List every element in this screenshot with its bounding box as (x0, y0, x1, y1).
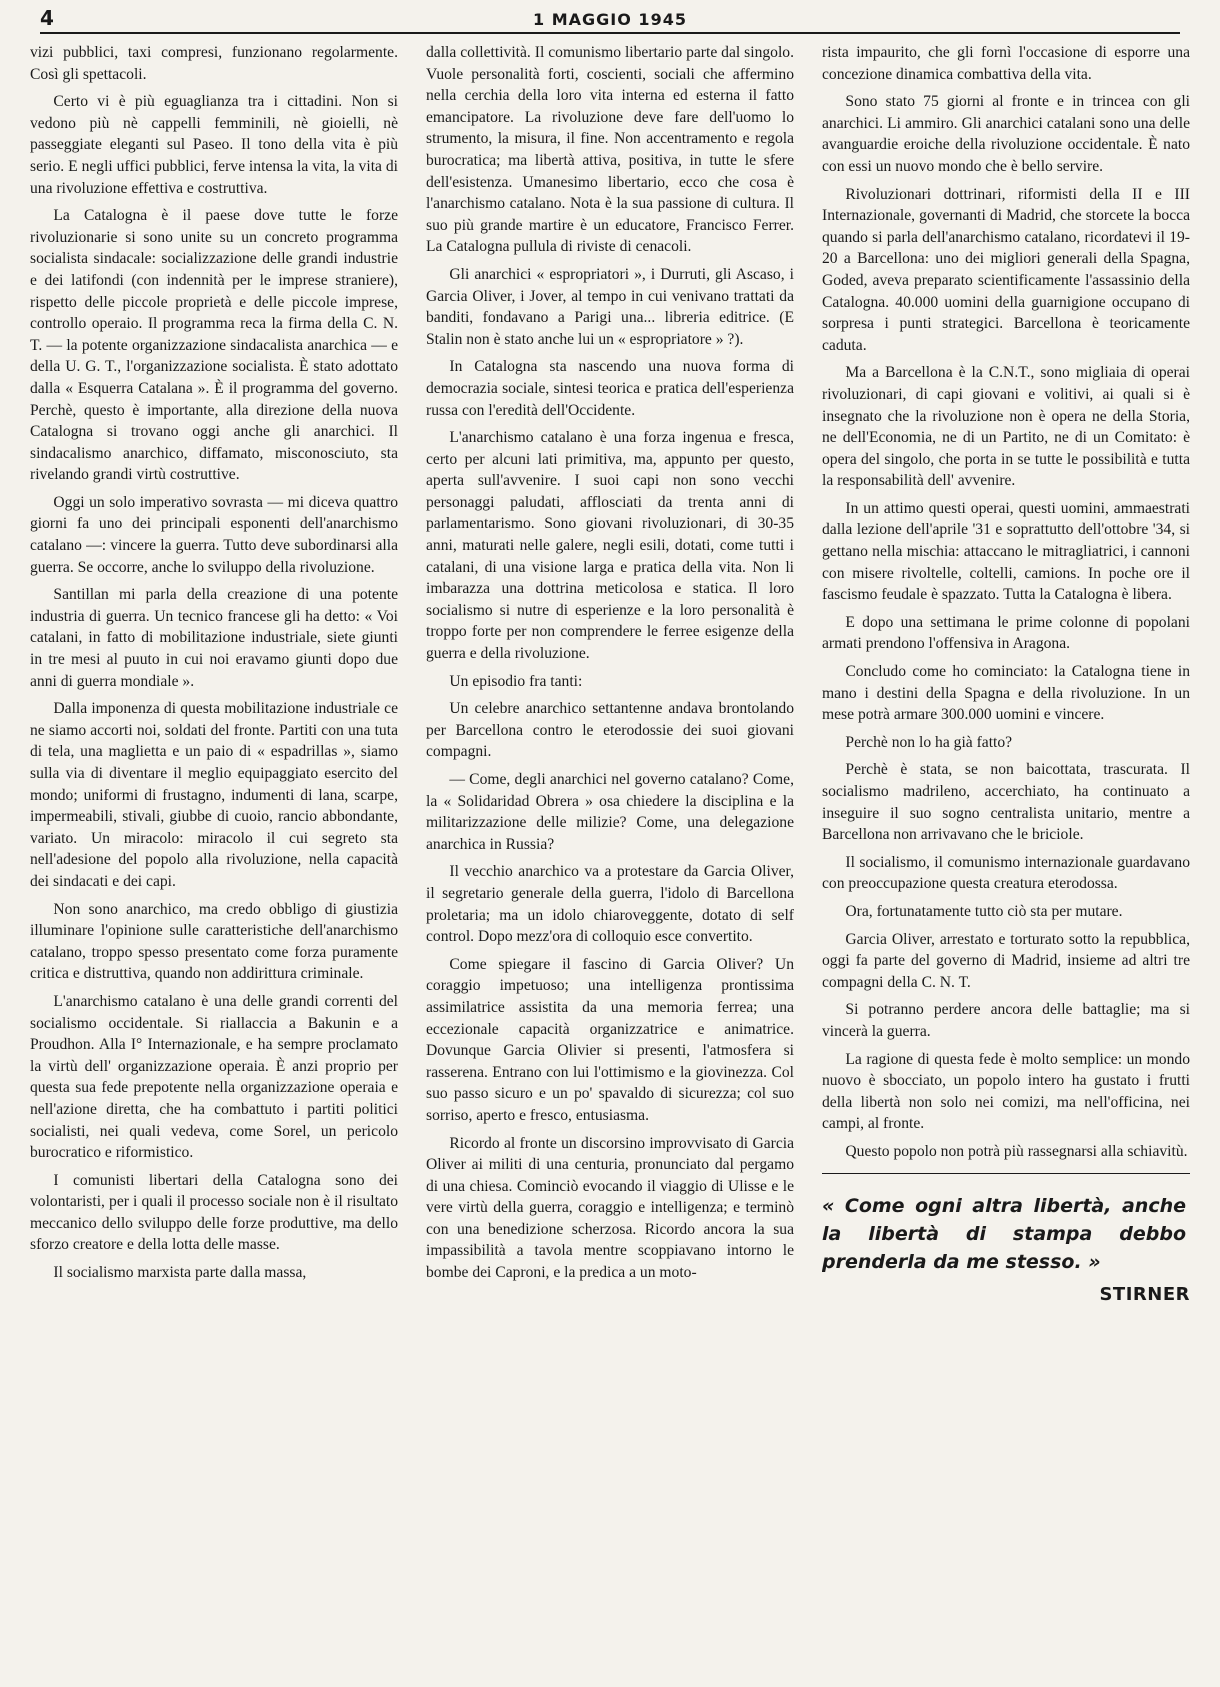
paragraph: Non sono anarchico, ma credo obbligo di giustizia illuminare l'opinione sulle caratteristiche dell'anarchismo catalano, troppo spesso presentato come forza puramente critica e distruttiva, quando non addirittura criminale. (30, 900, 398, 983)
paragraph: Oggi un solo imperativo sovrasta — mi diceva quattro giorni fa uno dei principali esponenti dell'anarchismo catalano —: vincere la guerra. Tutto deve subordinarsi alla guerra. Se occorre, anche lo sviluppo della rivoluzione. (30, 493, 398, 576)
paragraph: E dopo una settimana le prime colonne di popolani armati prendono l'offensiva in Aragona. (822, 613, 1190, 653)
paragraph: L'anarchismo catalano è una delle grandi correnti del socialismo occidentale. Si riallaccia a Bakunin e a Proudhon. Alla I° Internazionale, e ha sempre proclamato la virtù dell' organizzazione operaia. È anzi proprio per questa sua fede prepotente nella organizzazione operaia e nell'azione diretta, che ha combattuto i partiti politici socialisti, nei quali vedeva, come Sorel, un pericolo burocratico e riformistico. (30, 992, 398, 1162)
page-header (40, 6, 1180, 34)
paragraph: Rivoluzionari dottrinari, riformisti della II e III Internazionale, governanti di Madrid, che storcete la bocca quando si parla dell'anarchismo catalano, ricordatevi il 19-20 a Barcellona: uno dei migliori generali della Spagna, Goded, aveva preparato scientificamente l'assassinio della Catalogna. 40.000 uomini della guarnigione occupano di sorpresa i punti strategici. Barcellona è teoricamente caduta. (822, 185, 1190, 354)
paragraph: I comunisti libertari della Catalogna sono dei volontaristi, per i quali il processo sociale non è il risultato meccanico dello sviluppo delle forze produttive, ma dello sforzo creatore e della lotta delle masse. (30, 1171, 398, 1254)
paragraph: Come spiegare il fascino di Garcia Oliver? Un coraggio impetuoso; una intelligenza prontissima assimilatrice assistita da una memoria ferrea; una eccezionale capacità organizzatrice e animatrice. Dovunque Garcia Olivier si presenti, l'atmosfera si rasserena. Entrano con lui l'ottimismo e la giovinezza. Col suo passo sicuro e un po' spavaldo di sicurezza; col suo sorriso, aperto e fresco, entusiasma. (426, 955, 794, 1124)
paragraph: Il socialismo marxista parte dalla massa, (53, 1264, 307, 1282)
paragraph: rista impaurito, che gli fornì l'occasione di esporre una concezione dinamica combattiva della vita. (822, 44, 1190, 83)
paragraph: Perchè è stata, se non baicottata, trascurata. Il socialismo madrileno, accerchiato, ha continuato a inseguire il suo sogno centralista unitario, mentre a Barcellona non arrivavano che le briciole. (822, 761, 1190, 844)
paragraph: Gli anarchici « espropriatori », i Durruti, gli Ascaso, i Garcia Oliver, i Jover, al tempo in cui venivano trattati da banditi, fondavano a Parigi una... libreria editrice. (E Stalin non è stato anche lui un « espropriatore » ?). (426, 265, 794, 348)
paragraph: Garcia Oliver, arrestato e torturato sotto la repubblica, oggi fa parte del governo di Madrid, insieme ad altri tre compagni della C. N. T. (822, 930, 1190, 991)
article-columns (30, 42, 1192, 1672)
header-rule (40, 32, 1180, 34)
paragraph: La ragione di questa fede è molto semplice: un mondo nuovo è sbocciato, un popolo intero ha gustato i frutti della libertà non solo nei comizi, ma nell'officina, nei campi, al fronte. (822, 1050, 1190, 1133)
paragraph: In un attimo questi operai, questi uomini, ammaestrati dalla lezione dell'aprile '31 e soprattutto dell'ottobre '34, si gettano nella mischia: attaccano le mitragliatrici, i cannoni con misere rivoltelle, coltelli, camions. In poche ore il fascismo feudale è spazzato. Tutta la Catalogna è libera. (822, 499, 1190, 604)
stirner-quote: « Come ogni altra libertà, anche la libertà di stampa debbo prenderla da me stesso. » (822, 1194, 1186, 1273)
paragraph: Ricordo al fronte un discorsino improvvisato di Garcia Oliver ai militi di una centuria, pronunciato dal pergamo di una chiesa. Cominciò evocando il viaggio di Ulisse e le vere virtù della guerra, coraggio e intelligenza; e terminò con una benedizione scherzosa. Ricordo ancora la sua impassibilità a tavola mentre scoppiavano intorno le bombe dei Caproni, e la predica a un moto- (426, 1134, 794, 1282)
column-3 (822, 42, 1190, 1672)
paragraph: — Come, degli anarchici nel governo catalano? Come, la « Solidaridad Obrera » osa chiedere la disciplina e la militarizzazione delle milizie? Come, una delegazione anarchica in Russia? (426, 771, 794, 853)
paragraph: L'anarchismo catalano è una forza ingenua e fresca, certo per alcuni lati primitiva, ma, appunto per questo, aperta sull'avvenire. I suoi capi non sono vecchi personaggi paludati, afflosciati da trenta anni di parlamentarismo. Sono giovani rivoluzionari, di 30-35 anni, maturati nelle galere, negli esili, dotati, come tutti i catalani, di una visione larga e pratica della vita. Non li imbarazza una dottrina meticolosa e statica. Il loro socialismo si nutre di esperienze e la loro personalità è troppo forte per non comprendere le ferree esigenze della guerra e della rivoluzione. (426, 429, 794, 663)
page-number: 4 (40, 6, 54, 30)
paragraph: Perchè non lo ha già fatto? (845, 733, 1013, 751)
paragraph: Questo popolo non potrà più rassegnarsi alla schiavitù. (845, 1142, 1188, 1160)
paragraph: In Catalogna sta nascendo una nuova forma di democrazia sociale, sintesi teorica e pratica dell'esperienza russa con l'eredità dell'Occidente. (426, 358, 794, 419)
paragraph: dalla collettività. Il comunismo libertario parte dal singolo. Vuole personalità forti, coscienti, sociali che affermino nella cerchia della loro vita interna ed esterna il fatto emancipatore. La rivoluzione deve fare dell'uomo lo strumento, la misura, il fine. Non accentramento e regola burocratica; ma libertà attiva, positiva, in tutte le sfere dell'esistenza. Umanesimo libertario, ecco che cosa è l'anarchismo catalano. Nota è la sua passione di cultura. Il suo più grande martire è un educatore, Francisco Ferrer. La Catalogna pullula di riviste di cenacoli. (426, 44, 794, 256)
paragraph: Il socialismo, il comunismo internazionale guardavano con preoccupazione questa creatura eterodossa. (822, 853, 1190, 893)
paragraph: Santillan mi parla della creazione di una potente industria di guerra. Un tecnico francese gli ha detto: « Voi catalani, in fatto di mobilitazione industriale, siete giunti in tre mesi al puuto in cui noi eravamo giunti dopo due anni di guerra mondiale ». (30, 586, 398, 690)
paragraph: Sono stato 75 giorni al fronte e in trincea con gli anarchici. Li ammiro. Gli anarchici catalani sono una delle avanguardie eroiche della rivoluzione occidentale. È nato con essi un nuovo mondo che è bello servire. (822, 93, 1190, 175)
paragraph: Un episodio fra tanti: (449, 672, 583, 690)
quote-signature: STIRNER (1099, 1283, 1190, 1305)
paragraph: Si potranno perdere ancora delle battaglie; ma si vincerà la guerra. (822, 1001, 1190, 1040)
column-2 (426, 42, 794, 1672)
paragraph: Il vecchio anarchico va a protestare da Garcia Oliver, il segretario generale della guerra, l'idolo di Barcellona proletaria; ma un idolo chiaroveggente, dotato di self control. Dopo mezz'ora di colloquio esce convertito. (426, 863, 794, 946)
paragraph: Ma a Barcellona è la C.N.T., sono migliaia di operai rivoluzionari, di capi giovani e volitivi, ai quali si è insegnato che la rivoluzione non è opera ne della Storia, ne dell'Economia, ne di un Partito, ne di un Comitato: è opera del singolo, che porta in se tutte le possibilità e tutta la responsabilità dell' avvenire. (822, 364, 1190, 490)
paragraph: vizi pubblici, taxi compresi, funzionano regolarmente. Così gli spettacoli. (30, 44, 398, 83)
article-end-rule (822, 1173, 1190, 1174)
paragraph: Dalla imponenza di questa mobilitazione industriale ce ne siamo accorti noi, soldati del fronte. Partiti con una tuta di tela, una maglietta e un paio di « espadrillas », siamo sulla via di diventare il meglio equipaggiato esercito del mondo; uniformi di frustagno, indumenti di lana, scarpe, impermeabili, stivali, giubbe di cuoio, rancio abbondante, variato. Un miracolo: miracolo il cui segreto sta nell'adesione del popolo alla rivoluzione, nella capacità dei sindacati e dei capi. (30, 700, 398, 890)
paragraph: Ora, fortunatamente tutto ciò sta per mutare. (845, 902, 1123, 920)
paragraph: Concludo come ho cominciato: la Catalogna tiene in mano i destini della Spagna e della rivoluzione. In un mese potrà armare 300.000 uomini e vincere. (822, 663, 1190, 724)
column-1 (30, 42, 398, 1672)
issue-date: 1 MAGGIO 1945 (533, 10, 687, 29)
paragraph: Un celebre anarchico settantenne andava brontolando per Barcellona contro le eterodossie dei suoi giovani compagni. (426, 700, 794, 761)
paragraph: La Catalogna è il paese dove tutte le forze rivoluzionarie si sono unite su un concreto programma socialista sindacale: socializzazione delle grandi industrie e dei latifondi (con indennità per le imprese straniere), rispetto delle piccole proprietà e delle piccole imprese, controllo operaio. Il programma reca la firma della C. N. T. — la potente organizzazione sindacalista anarchica — e della U. G. T., l'organizzazione socialista. È stato adottato dalla « Esquerra Catalana ». È il programma del governo. Perchè, questo è importante, alla direzione della nuova Catalogna si trovano oggi anche gli anarchici. Il sindacalismo anarchico, diffamato, misconosciuto, sta rivelando grandi virtù costruttive. (30, 207, 398, 484)
paragraph: Certo vi è più eguaglianza tra i cittadini. Non si vedono più nè cappelli femminili, nè gioielli, nè passeggiate eleganti sul Paseo. Il tono della vita è più serio. E negli uffici pubblici, ferve intensa la vita, la vita di una rivoluzione effettiva e costruttiva. (30, 93, 398, 197)
